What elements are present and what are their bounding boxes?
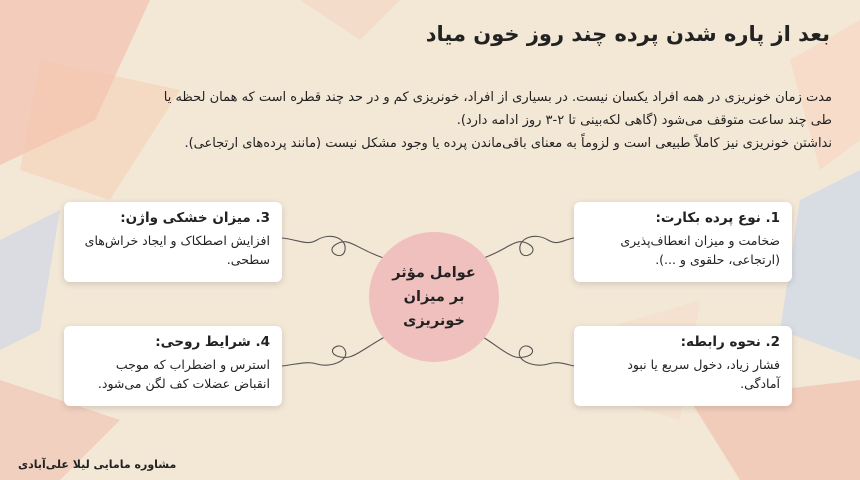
factor-card-text: ضخامت و میزان انعطاف‌پذیری (ارتجاعی، حلقوی و ...). [620, 233, 780, 267]
factor-card-title: 4. شرایط روحی: [155, 334, 270, 350]
intro-paragraph [42, 86, 832, 155]
factor-card-title: 3. میزان خشکی واژن: [120, 210, 270, 226]
factor-card-text: استرس و اضطراب که موجب انقباض عضلات کف لگن می‌شود. [97, 357, 270, 391]
factor-card-text: افزایش اصطکاک و ایجاد خراش‌های سطحی. [84, 233, 270, 267]
center-circle [369, 232, 499, 362]
factor-card-hymen-type [574, 202, 792, 282]
connector-card1 [478, 236, 574, 260]
factor-card-title: 2. نحوه رابطه: [680, 334, 780, 350]
footer-credit: مشاوره مامایی لیلا علی‌آبادی [18, 458, 177, 471]
page-title: بعد از پاره شدن پرده چند روز خون میاد [425, 22, 830, 46]
connector-card2 [478, 334, 574, 366]
factor-card-title: 1. نوع پرده بکارت: [655, 210, 780, 226]
factor-card-dryness [64, 202, 282, 282]
factor-card-mental-state [64, 326, 282, 406]
intro-line-1: مدت زمان خونریزی در همه افراد یکسان نیست. در بسیاری از افراد، خونریزی کم و در حد چند قطره است که همان لحظه یا [163, 90, 832, 105]
intro-line-2: طی چند ساعت متوقف می‌شود (گاهی لکه‌بینی تا ۲-۳ روز ادامه دارد). [456, 113, 832, 128]
center-label: عوامل مؤثر بر میزان خونریزی [392, 265, 476, 329]
connector-card3 [282, 236, 390, 260]
connector-card4 [282, 334, 390, 366]
factor-card-text: فشار زیاد، دخول سریع یا نبود آمادگی. [627, 357, 780, 391]
factor-card-intercourse [574, 326, 792, 406]
intro-line-3: نداشتن خونریزی نیز کاملاً طبیعی است و لزوماً به معنای باقی‌ماندن پرده یا وجود مشکل نیست (مانند پرده‌های ارتجاعی). [184, 136, 832, 151]
